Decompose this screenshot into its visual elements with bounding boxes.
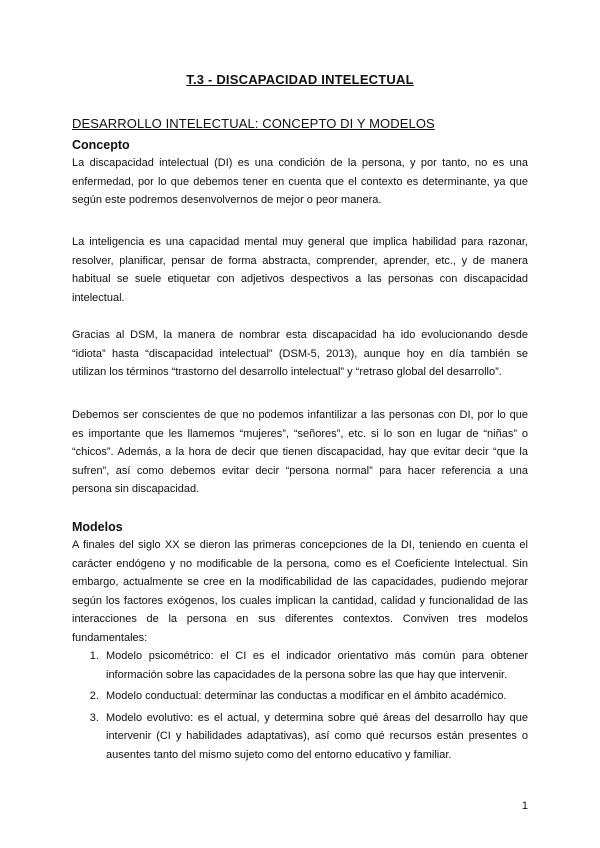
list-item: 1. Modelo psicométrico: el CI es el indicador orientativo más común para obtener información sobre las capacidades de la persona sobre las que hay que intervenir. <box>102 647 528 684</box>
concepto-paragraph-4: Debemos ser conscientes de que no podemos infantilizar a las personas con DI, por lo que es importante que les llamemos “mujeres”, “señores”, etc. si lo son en lugar de “niñas” o “chicos”. Además, a la hora de decir que tienen discapacidad, hay que evitar decir “que la sufren”, así como debemos evitar decir “persona normal” para hacer referencia a una persona sin discapacidad. <box>72 409 528 495</box>
page-number: 1 <box>521 800 528 812</box>
models-list <box>72 647 528 764</box>
list-item: 3. Modelo evolutivo: es el actual, y determina sobre qué áreas del desarrollo hay que intervenir (CI y habilidades adaptativas), así como qué recursos están presentes o ausentes tanto del mismo sujeto como del entorno educativo y familiar. <box>102 709 528 765</box>
concepto-paragraph-1: La discapacidad intelectual (DI) es una condición de la persona, y por tanto, no es una enfermedad, por lo que debemos tener en cuenta que el contexto es determinante, ya que según este podremos desenvolvernos de mejor o peor manera. <box>72 157 528 206</box>
modelos-heading: Modelos <box>72 520 123 534</box>
concepto-paragraph-2-block <box>72 233 528 307</box>
section-heading: DESARROLLO INTELECTUAL: CONCEPTO DI Y MODELOS <box>72 116 435 131</box>
document-title: T.3 - DISCAPACIDAD INTELECTUAL <box>186 72 414 87</box>
concepto-heading: Concepto <box>72 138 130 152</box>
modelos-intro: A finales del siglo XX se dieron las primeras concepciones de la DI, teniendo en cuenta el carácter endógeno y no modificable de la persona, como es el Coeficiente Intelectual. Sin embargo, actualmente se cree en la modificabilidad de las capacidades, pudiendo mejorar según los factores exógenos, los cuales implican la cantidad, calidad y funcionalidad de las interacciones de la persona en sus diferentes contextos. Conviven tres modelos fundamentales: <box>72 539 528 644</box>
concepto-paragraph-4-block <box>72 406 528 499</box>
concepto-section <box>72 138 528 210</box>
concepto-paragraph-2: La inteligencia es una capacidad mental muy general que implica habilidad para razonar, resolver, planificar, pensar de forma abstracta, comprender, aprender, etc., y de manera habitual se suele etiquetar con adjetivos despectivos a las personas con discapacidad intelectual. <box>72 236 528 304</box>
concepto-paragraph-3-block <box>72 326 528 382</box>
list-item: 2. Modelo conductual: determinar las conductas a modificar en el ámbito académico. <box>102 687 528 706</box>
concepto-paragraph-3: Gracias al DSM, la manera de nombrar esta discapacidad ha ido evolucionando desde “idiota” hasta “discapacidad intelectual” (DSM-5, 2013), aunque hoy en día también se utilizan los términos “trastorno del desarrollo intelectual” y “retraso global del desarrollo”. <box>72 329 528 378</box>
modelos-section <box>72 520 528 767</box>
